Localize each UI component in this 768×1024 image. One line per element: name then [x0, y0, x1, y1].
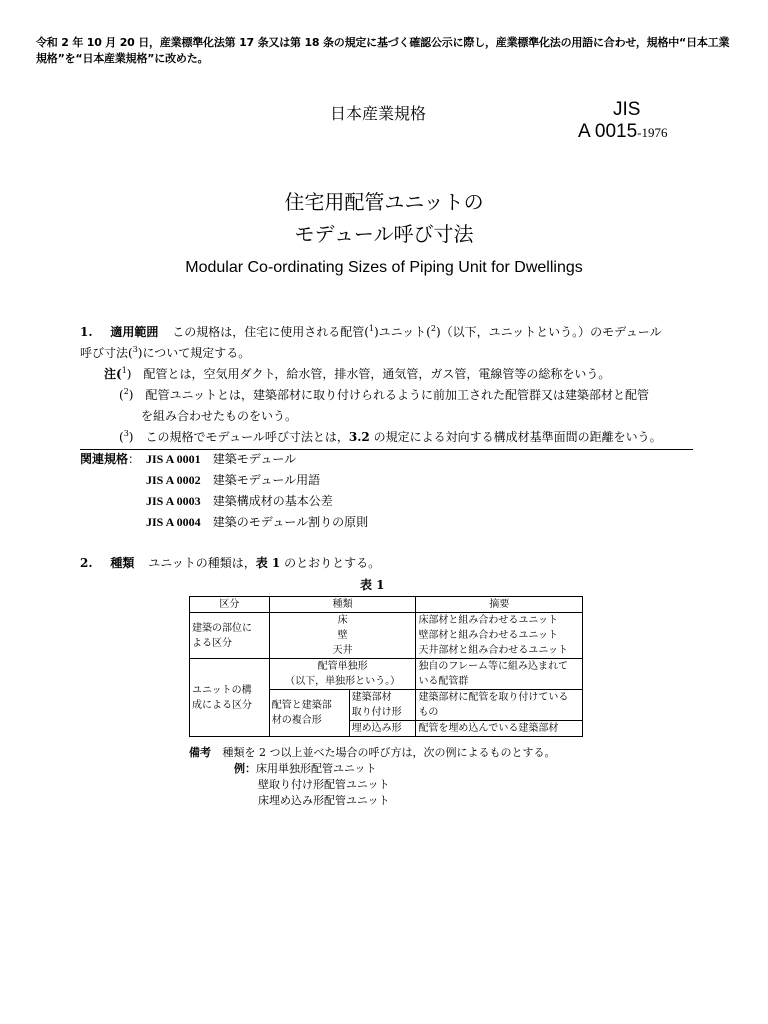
- related-label: 関連規格: [80, 452, 129, 466]
- standard-year: -1976: [637, 125, 668, 140]
- title-en: Modular Co-ordinating Sizes of Piping Unit for Dwellings: [185, 259, 583, 276]
- clause-ref: 3.2: [348, 430, 370, 444]
- note-text: ) この規格でモデュール呼び寸法とは，: [128, 430, 349, 444]
- types-table: [189, 596, 583, 737]
- section2-line: [80, 555, 380, 571]
- group-label-cell: [190, 613, 270, 659]
- desc-cell: 壁部材と組み合わせるユニット: [416, 628, 583, 643]
- note-2-cont: を組み合わせたものをいう。: [141, 409, 298, 423]
- related-code: JIS A 0001: [146, 452, 201, 466]
- section1-line2: [80, 345, 250, 361]
- kind-cell: 天井: [269, 643, 416, 659]
- note-label: 注(: [104, 367, 122, 381]
- remarks-text: 種類を 2 つ以上並べた場合の呼び方は，次の例によるものとする。: [222, 746, 556, 759]
- section2-number: 2.: [80, 556, 93, 570]
- standard-code: A 0015: [578, 121, 638, 142]
- cell-line: 材の複合形: [271, 715, 322, 726]
- cell-line: （以下，単独形という。）: [285, 676, 401, 687]
- desc-cell: [416, 659, 583, 690]
- note-number: 3: [123, 429, 129, 438]
- note-2: [119, 387, 649, 403]
- related-name: 建築構成材の基本公差: [212, 494, 333, 508]
- related-code: JIS A 0003: [146, 494, 201, 508]
- jis-label: JIS: [613, 99, 641, 120]
- table-header-row: [190, 597, 583, 613]
- section1-heading: 適用範囲: [110, 325, 159, 339]
- example-label: 例：: [234, 762, 256, 775]
- desc-cell: もの: [416, 705, 583, 721]
- kind-cell: 壁: [269, 628, 416, 643]
- note-paren: (: [119, 388, 124, 402]
- header-cell: 種類: [269, 597, 416, 613]
- related-name: 建築モデュール: [212, 452, 297, 466]
- cell-line: 独自のフレーム等に組み込まれて: [418, 661, 569, 672]
- composite-label-cell: [269, 690, 349, 737]
- cell-line: 配管と建築部: [271, 700, 332, 711]
- example-item: 壁取り付け形配管ユニット: [258, 778, 390, 791]
- related-code: JIS A 0004: [146, 515, 201, 529]
- remarks-label: 備考: [189, 746, 211, 759]
- desc-cell: 建築部材に配管を取り付けている: [416, 690, 583, 706]
- kind-cell: [269, 659, 416, 690]
- desc-cell: 天井部材と組み合わせるユニット: [416, 643, 583, 659]
- remarks-line: [189, 745, 556, 761]
- standard-number: [578, 121, 668, 143]
- note-number: 1: [121, 366, 127, 375]
- note-number: 2: [123, 387, 129, 396]
- table-ref: 表 1: [255, 556, 281, 570]
- section1-text: )（以下，ユニットという。）のモデュール: [435, 325, 662, 339]
- cell-line: 成による区分: [192, 699, 252, 711]
- related-item: [146, 472, 320, 488]
- cell-line: よる区分: [192, 637, 232, 649]
- kind-cell: 床: [269, 613, 416, 629]
- group-label-cell: [190, 659, 270, 737]
- footnote-ref: 3: [132, 345, 138, 354]
- cell-line: 建築の部位に: [192, 622, 252, 634]
- section2-text: のとおりとする。: [280, 556, 381, 570]
- section2-text: ユニットの種類は，: [148, 556, 256, 570]
- note-text: の規定による対向する構成材基準面間の距離をいう。: [369, 430, 662, 444]
- title-ja-line1: 住宅用配管ユニットの: [284, 190, 484, 214]
- kind-cell: 取り付け形: [349, 705, 416, 721]
- kind-cell: 埋め込み形: [349, 721, 416, 737]
- related-name: 建築のモデュール割りの原則: [212, 515, 369, 529]
- related-item: [146, 493, 333, 509]
- divider: [80, 449, 693, 450]
- example-line: [234, 761, 377, 777]
- note-text: ) 配管ユニットとは，建築部材に取り付けられるように前加工された配管群又は建築部材と配管: [128, 388, 649, 402]
- note-1: [104, 366, 610, 382]
- section1-text: )について規定する。: [137, 346, 251, 360]
- kind-cell: 建築部材: [349, 690, 416, 706]
- section1-text: この規格は，住宅に使用される配管(: [172, 325, 369, 339]
- related-name: 建築モデュール用語: [212, 473, 321, 487]
- table-title: 表 1: [360, 578, 385, 592]
- related-standards-label: [80, 451, 140, 467]
- related-sep: ：: [128, 452, 141, 466]
- section1-line1: [80, 324, 662, 340]
- note-paren: (: [119, 430, 124, 444]
- section2-heading: 種類: [110, 556, 135, 570]
- cell-line: いる配管群: [418, 676, 469, 687]
- header-cell: 摘要: [416, 597, 583, 613]
- example-item: 床用単独形配管ユニット: [256, 762, 377, 775]
- table-row: [190, 659, 583, 690]
- revision-notice: 令和 2 年 10 月 20 日，産業標準化法第 17 条又は第 18 条の規定に基づく確認公示に際し，産業標準化法の用語に合わせ，規格中“日本工業規格”を“日本産業規格”に改めた。: [36, 36, 730, 65]
- section1-text: )ユニット(: [373, 325, 431, 339]
- title-ja-line2: モデュール呼び寸法: [294, 222, 474, 246]
- header-cell: 区分: [190, 597, 270, 613]
- table-row: [190, 613, 583, 629]
- note-text: ) 配管とは，空気用ダクト，給水管，排水管，通気管，ガス管，電線管等の総称をいう。: [126, 367, 611, 381]
- example-item: 床埋め込み形配管ユニット: [258, 794, 390, 807]
- related-code: JIS A 0002: [146, 473, 201, 487]
- cell-line: 配管単独形: [317, 661, 368, 672]
- related-item: [146, 514, 368, 530]
- desc-cell: 床部材と組み合わせるユニット: [416, 613, 583, 629]
- section1-text: 呼び寸法(: [80, 346, 133, 360]
- desc-cell: 配管を埋め込んでいる建築部材: [416, 721, 583, 737]
- section1-number: 1.: [80, 325, 93, 339]
- cell-line: ユニットの構: [192, 684, 252, 696]
- note-3: [119, 429, 662, 445]
- standard-name: 日本産業規格: [330, 104, 427, 123]
- footnote-ref: 1: [368, 324, 374, 333]
- footnote-ref: 2: [430, 324, 436, 333]
- related-item: [146, 451, 296, 467]
